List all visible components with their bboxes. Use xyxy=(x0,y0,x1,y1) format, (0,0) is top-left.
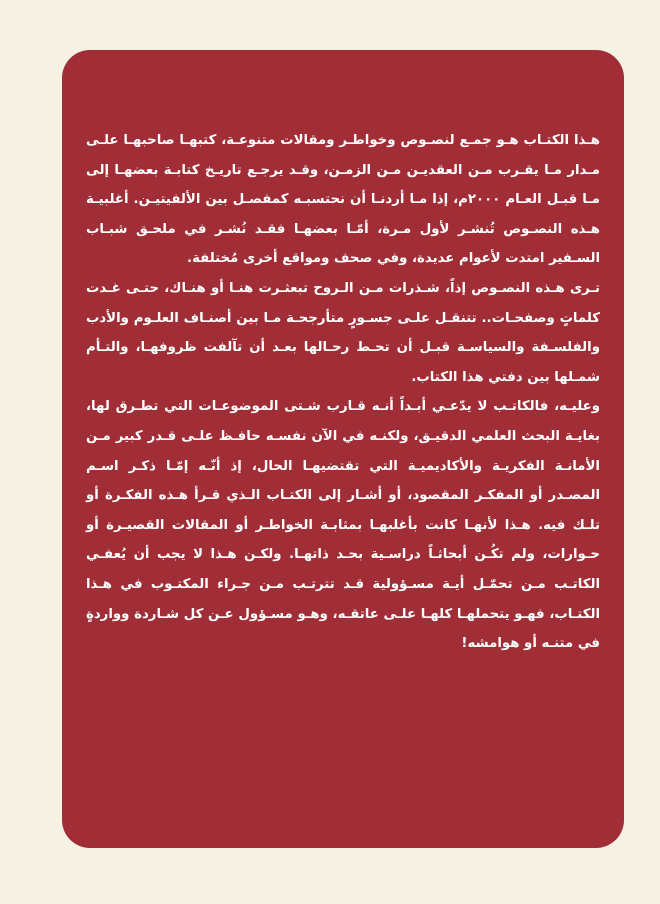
paragraph-1: هـذا الكتـاب هـو جمـع لنصـوص وخواطـر ومقالات متنوعـة، كتبهـا صاحبهـا علـى مـدار مـا يقـرب مـن العقديـن مـن الزمـن، وقـد يرجـع تاريـخ كتابـة بعضهـا إلى مـا قبـل العـام ٢٠٠٠م، إذا مـا أردنـا أن نحتسبـه كمفصـل بين الألفيتيـن. أغلبيـة هـذه النصـوص تُنشـر لأول مـرة، أمّـا بعضهـا فقـد نُشـر في ملحـق شبـاب السـفير امتدت لأعوام عديدة، وفي صحف ومواقع أخرى مُختلفة. xyxy=(86,133,600,267)
paragraph-2: تـرى هـذه النصـوص إذاً، شـذرات مـن الـروح تبعثـرت هنـا أو هنـاك، حتـى غـدت كلماتٍ وصفحـات.. تتنقـل علـى جسـورٍ متأرجحـة مـا بين أصنـاف العلـوم والأدب والفلسـفة والسياسـة قبـل أن تحـط رحـالها بعـد أن تآلفت ظروفهـا، والتـأم شمـلها بين دفتي هذا الكتاب. xyxy=(86,280,600,385)
text-panel xyxy=(62,50,624,848)
body-text xyxy=(86,126,600,659)
paragraph-3: وعليـه، فالكاتـب لا يدّعـي أبـداً أنـه قـارب شـتى الموضوعـات التي تطـرق لها، بغايـة البحث العلمي الدقيـق، ولكنـه في الآن نفسـه حافـظ علـى قـدر كبير مـن الأمانـة الفكريـة والأكاديميـة التي تقتضيهـا الحال، إذ أنّـه إمّـا ذكـر اسـم المصـدر أو المفكـر المقصود، أو أشـار إلى الكتـاب الـذي قـرأ هـذه الفكـرة أو تلـك فيه. هـذا لأنهـا كانت بأغلبهـا بمثابـة الخواطـر أو المقالات القصيـرة أو حـوارات، ولم تكُـن أبحاثـاً دراسـية بحـد ذاتهـا. ولكـن هـذا لا يجب أن يُعفـي الكاتـب مـن تحمّـل أيـة مسـؤولية قـد تترتـب مـن جـراء المكتـوب في هـذا الكتـاب، فهـو يتحملهـا كلهـا علـى عاتقـه، وهـو مسـؤول عـن كل شـاردة وواردةٍ في متنـه أو هوامشه! xyxy=(86,399,600,652)
